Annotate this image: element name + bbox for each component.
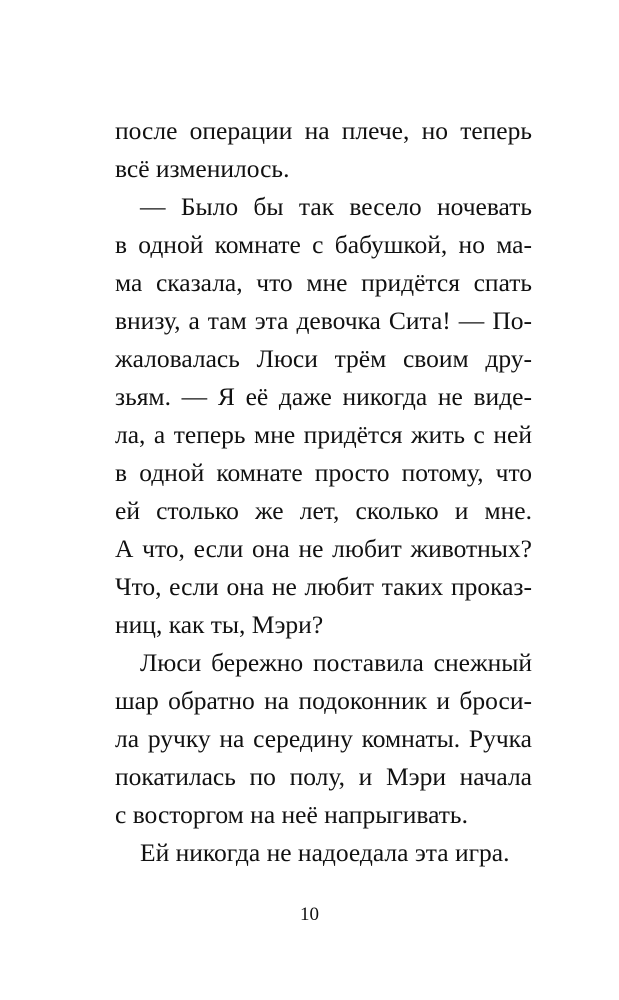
text-line: — Было бы так весело ночевать: [140, 192, 532, 221]
text-line: внизу, а там эта девочка Сита! — По-: [115, 306, 532, 335]
body-text: [115, 112, 532, 872]
text-line: шар обратно на подоконник и броси-: [115, 686, 532, 715]
text-line: в одной комнате просто потому, что: [115, 458, 532, 487]
text-line: с восторгом на неё напрыгивать.: [115, 800, 468, 829]
text-line: жаловалась Люси трём своим дру-: [115, 344, 532, 373]
text-line: в одной комнате с бабушкой, но ма-: [115, 230, 532, 259]
text-line: зьям. — Я её даже никогда не виде-: [115, 382, 532, 411]
text-line: Ей никогда не надоедала эта игра.: [140, 838, 510, 867]
text-line: ниц, как ты, Мэри?: [115, 610, 324, 639]
text-line: А что, если она не любит животных?: [115, 534, 532, 563]
text-line: ла ручку на середину комнаты. Ручка: [115, 724, 532, 753]
text-line: всё изменилось.: [115, 154, 290, 183]
text-line: ма сказала, что мне придётся спать: [115, 268, 532, 297]
page-number: 10: [300, 904, 319, 925]
text-line: покатилась по полу, и Мэри начала: [115, 762, 532, 791]
text-line: Что, если она не любит таких проказ-: [115, 572, 532, 601]
text-line: ей столько же лет, сколько и мне.: [115, 496, 532, 525]
text-line: ла, а теперь мне придётся жить с ней: [115, 420, 532, 449]
text-line: после операции на плече, но теперь: [115, 116, 532, 145]
text-line: Люси бережно поставила снежный: [140, 648, 532, 677]
